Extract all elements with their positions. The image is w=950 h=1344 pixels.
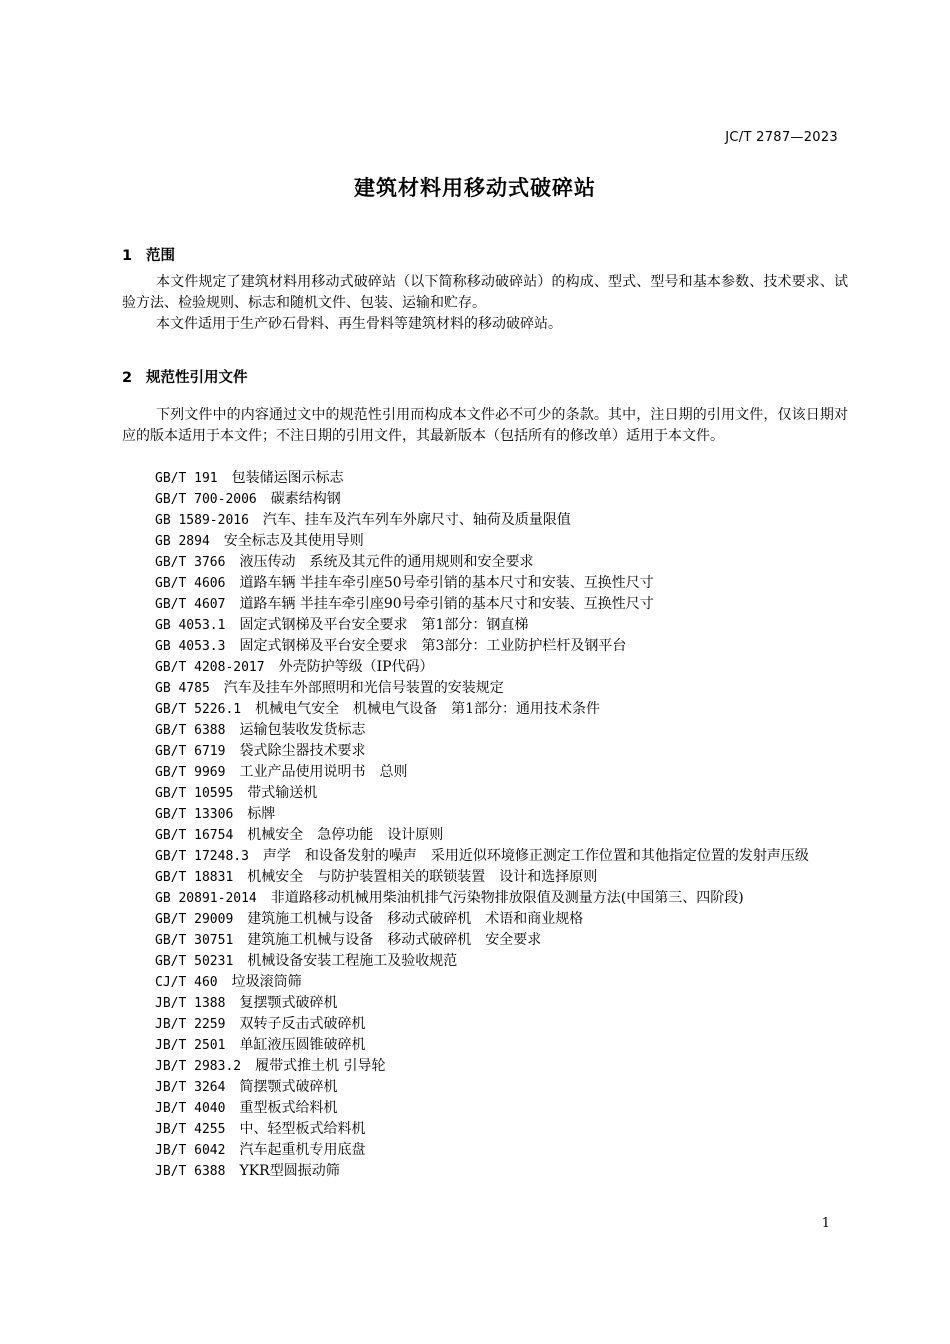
reference-title: 汽车及挂车外部照明和光信号装置的安装规定 (223, 680, 504, 696)
reference-item (122, 993, 848, 1014)
reference-code: GB/T 191 (155, 471, 218, 486)
reference-item (122, 531, 848, 552)
reference-title: 中、轻型板式给料机 (239, 1121, 366, 1137)
reference-item (122, 783, 848, 804)
reference-item (122, 1077, 848, 1098)
reference-title: 单缸液压圆锥破碎机 (239, 1037, 366, 1053)
reference-item (122, 762, 848, 783)
reference-item (122, 720, 848, 741)
reference-code: JB/T 2501 (155, 1038, 226, 1053)
reference-code: GB/T 17248.3 (155, 849, 249, 864)
reference-title: 安全标志及其使用导则 (223, 533, 364, 549)
reference-code: GB/T 29009 (155, 912, 234, 927)
reference-item (122, 1140, 848, 1161)
reference-code: GB/T 6719 (155, 744, 226, 759)
reference-code: GB 4053.1 (155, 618, 226, 633)
reference-code: CJ/T 460 (155, 975, 218, 990)
reference-code: GB/T 50231 (155, 954, 234, 969)
reference-title: 固定式钢梯及平台安全要求 第3部分：工业防护栏杆及钢平台 (239, 638, 627, 654)
reference-item (122, 888, 848, 909)
reference-item (122, 1119, 848, 1140)
reference-title: 液压传动 系统及其元件的通用规则和安全要求 (239, 554, 534, 570)
reference-title: 简摆颚式破碎机 (239, 1079, 338, 1095)
reference-title: 运输包装收发货标志 (239, 722, 366, 738)
reference-title: 袋式除尘器技术要求 (239, 743, 366, 759)
reference-code: GB/T 6388 (155, 723, 226, 738)
reference-code: GB/T 18831 (155, 870, 234, 885)
section-title: 范围 (146, 248, 175, 264)
reference-title: 声学 和设备发射的噪声 采用近似环境修正测定工作位置和其他指定位置的发射声压级 (262, 848, 809, 864)
reference-item (122, 594, 848, 615)
reference-code: GB/T 700-2006 (155, 492, 257, 507)
reference-code: GB/T 30751 (155, 933, 234, 948)
reference-title: 标牌 (247, 806, 276, 822)
reference-title: 双转子反击式破碎机 (239, 1016, 366, 1032)
reference-code: JB/T 3264 (155, 1080, 226, 1095)
reference-title: 复摆颚式破碎机 (239, 995, 338, 1011)
reference-code: GB/T 9969 (155, 765, 226, 780)
reference-title: 汽车、挂车及汽车列车外廓尺寸、轴荷及质量限值 (262, 512, 571, 528)
reference-item (122, 804, 848, 825)
reference-code: GB/T 5226.1 (155, 702, 242, 717)
reference-code: GB 4053.3 (155, 639, 226, 654)
page-number: 1 (821, 1216, 830, 1231)
reference-title: 建筑施工机械与设备 移动式破碎机 安全要求 (247, 932, 542, 948)
reference-item (122, 678, 848, 699)
reference-title: 外壳防护等级（IP代码） (278, 659, 434, 675)
reference-title: 带式输送机 (247, 785, 318, 801)
section-2-heading (122, 366, 248, 387)
reference-title: 机械安全 与防护装置相关的联锁装置 设计和选择原则 (247, 869, 598, 885)
section-number: 2 (122, 370, 133, 386)
reference-item (122, 615, 848, 636)
reference-code: GB/T 3766 (155, 555, 226, 570)
reference-title: 固定式钢梯及平台安全要求 第1部分：钢直梯 (239, 617, 529, 633)
standard-code: JC/T 2787—2023 (725, 130, 838, 145)
reference-title: 道路车辆 半挂车牵引座50号牵引销的基本尺寸和安装、互换性尺寸 (239, 575, 654, 591)
normative-references-intro: 下列文件中的内容通过文中的规范性引用而构成本文件必不可少的条款。其中，注日期的引用文件，仅该日期对应的版本适用于本文件；不注日期的引用文件，其最新版本（包括所有的修改单）适用于本文件。 (122, 407, 848, 444)
reference-title: 碳素结构钢 (270, 491, 341, 507)
section-number: 1 (122, 248, 133, 264)
reference-code: GB/T 4606 (155, 576, 226, 591)
reference-item (122, 573, 848, 594)
reference-title: 非道路移动机械用柴油机排气污染物排放限值及测量方法(中国第三、四阶段) (270, 890, 744, 906)
reference-code: GB 20891-2014 (155, 891, 257, 906)
reference-code: GB/T 10595 (155, 786, 234, 801)
reference-title: 工业产品使用说明书 总则 (239, 764, 408, 780)
reference-title: 包装储运图示标志 (231, 470, 344, 486)
reference-list (122, 468, 848, 1182)
reference-item (122, 657, 848, 678)
reference-code: GB 4785 (155, 681, 210, 696)
reference-item (122, 867, 848, 888)
reference-item (122, 1161, 848, 1182)
reference-item (122, 510, 848, 531)
reference-item (122, 636, 848, 657)
section-1-heading (122, 244, 175, 265)
reference-code: JB/T 2983.2 (155, 1059, 242, 1074)
reference-title: YKR型圆振动筛 (239, 1163, 340, 1179)
reference-title: 建筑施工机械与设备 移动式破碎机 术语和商业规格 (247, 911, 584, 927)
reference-title: 机械安全 急停功能 设计原则 (247, 827, 444, 843)
reference-title: 道路车辆 半挂车牵引座90号牵引销的基本尺寸和安装、互换性尺寸 (239, 596, 654, 612)
reference-code: JB/T 6388 (155, 1164, 226, 1179)
reference-code: GB/T 16754 (155, 828, 234, 843)
reference-title: 汽车起重机专用底盘 (239, 1142, 366, 1158)
reference-item (122, 468, 848, 489)
reference-code: GB/T 13306 (155, 807, 234, 822)
scope-paragraph-1: 本文件规定了建筑材料用移动式破碎站（以下简称移动破碎站）的构成、型式、型号和基本参数、技术要求、试验方法、检验规则、标志和随机文件、包装、运输和贮存。 (122, 274, 848, 311)
reference-code: GB 2894 (155, 534, 210, 549)
reference-item (122, 489, 848, 510)
reference-item (122, 741, 848, 762)
reference-code: JB/T 4040 (155, 1101, 226, 1116)
reference-code: GB/T 4607 (155, 597, 226, 612)
reference-title: 重型板式给料机 (239, 1100, 338, 1116)
reference-code: JB/T 1388 (155, 996, 226, 1011)
reference-item (122, 951, 848, 972)
reference-item (122, 930, 848, 951)
reference-title: 履带式推土机 引导轮 (255, 1058, 386, 1074)
reference-title: 垃圾滚筒筛 (231, 974, 302, 990)
reference-item (122, 1014, 848, 1035)
reference-code: GB/T 4208-2017 (155, 660, 265, 675)
scope-paragraph-2: 本文件适用于生产砂石骨料、再生骨料等建筑材料的移动破碎站。 (156, 316, 562, 332)
reference-title: 机械电气安全 机械电气设备 第1部分：通用技术条件 (255, 701, 600, 717)
reference-item (122, 825, 848, 846)
reference-item (122, 1035, 848, 1056)
reference-item (122, 699, 848, 720)
reference-code: GB 1589-2016 (155, 513, 249, 528)
reference-code: JB/T 2259 (155, 1017, 226, 1032)
reference-title: 机械设备安装工程施工及验收规范 (247, 953, 458, 969)
reference-code: JB/T 4255 (155, 1122, 226, 1137)
reference-item (122, 846, 848, 867)
reference-code: JB/T 6042 (155, 1143, 226, 1158)
document-title: 建筑材料用移动式破碎站 (354, 176, 596, 200)
reference-item (122, 1056, 848, 1077)
reference-item (122, 972, 848, 993)
reference-item (122, 1098, 848, 1119)
section-title: 规范性引用文件 (146, 370, 248, 386)
reference-item (122, 552, 848, 573)
reference-item (122, 909, 848, 930)
